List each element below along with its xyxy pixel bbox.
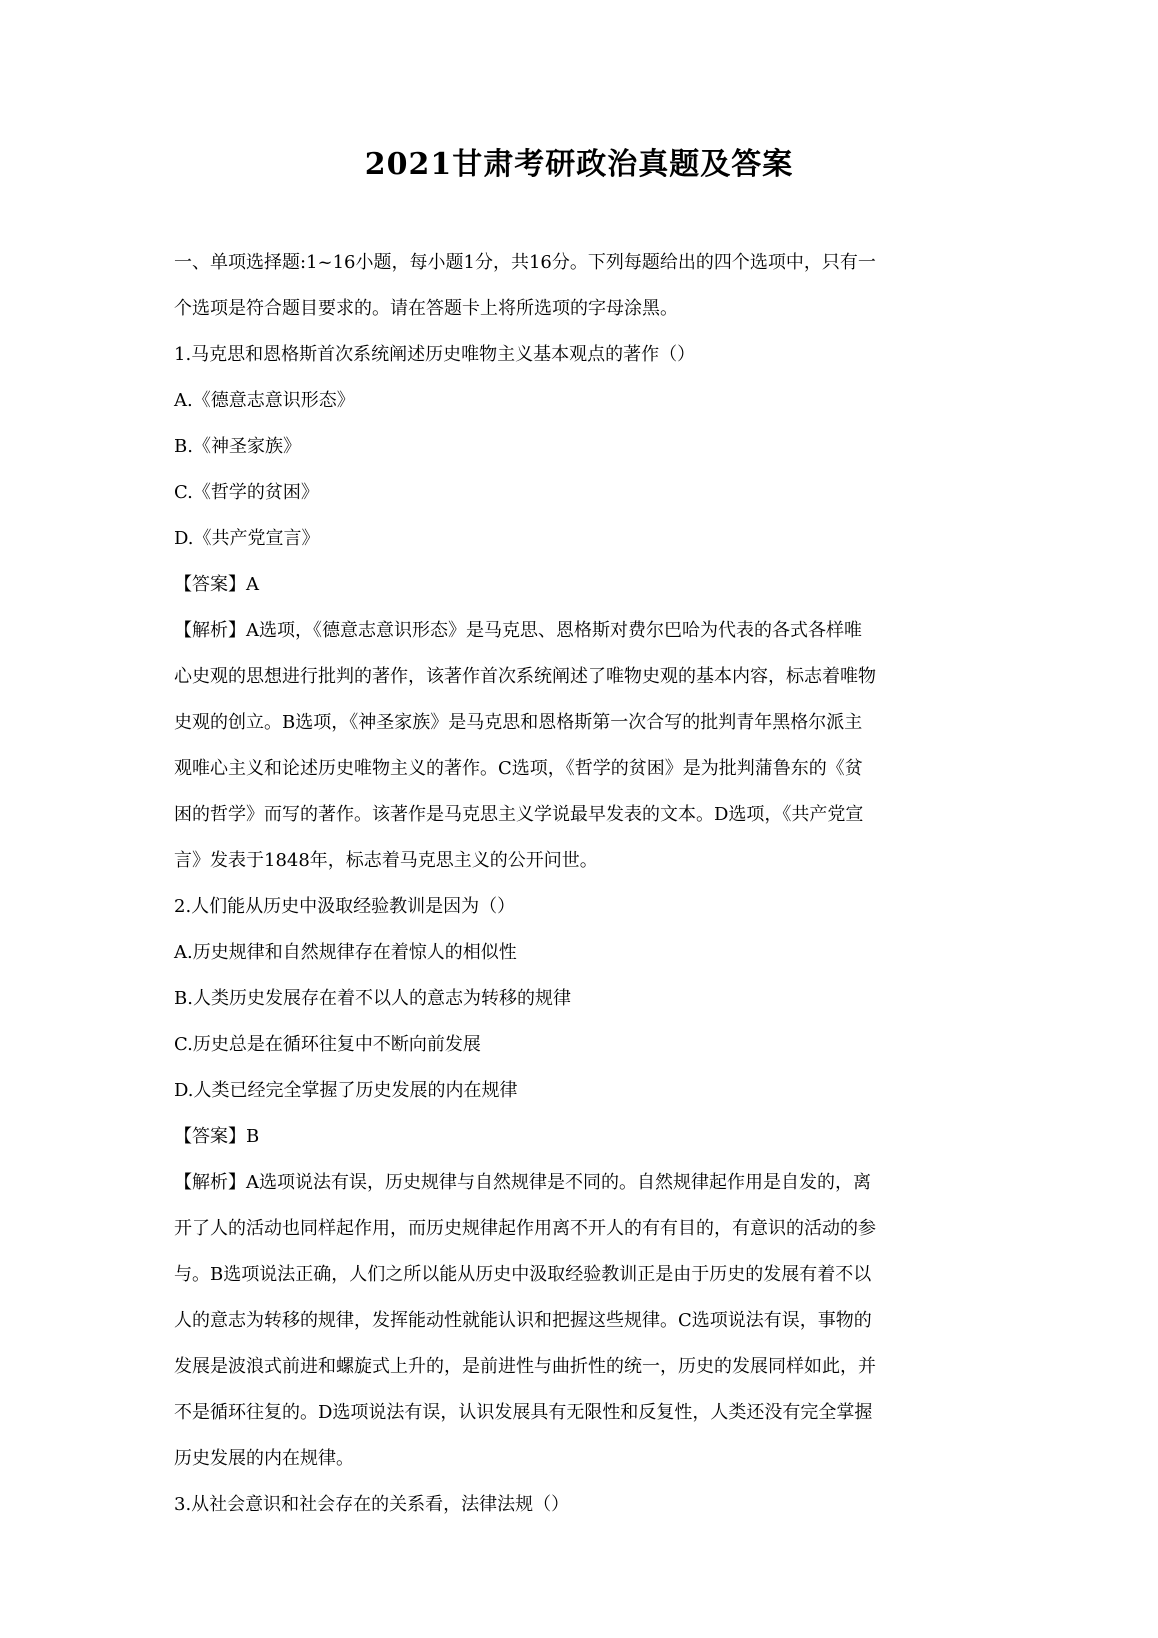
question-2-analysis-line-1: 【解析】A选项说法有误，历史规律与自然规律是不同的。自然规律起作用是自发的，离 bbox=[174, 1172, 871, 1193]
question-1-option-b: B.《神圣家族》 bbox=[174, 436, 301, 457]
question-1-option-c: C.《哲学的贫困》 bbox=[174, 482, 319, 503]
question-2-analysis-line-4: 人的意志为转移的规律，发挥能动性就能认识和把握这些规律。C选项说法有误，事物的 bbox=[174, 1310, 872, 1331]
question-2-answer: 【答案】B bbox=[174, 1126, 260, 1147]
question-1-option-d: D.《共产党宣言》 bbox=[174, 528, 320, 549]
section-intro-line-2: 个选项是符合题目要求的。请在答题卡上将所选项的字母涂黑。 bbox=[174, 298, 678, 319]
page-title: 2021甘肃考研政治真题及答案 bbox=[364, 147, 794, 182]
question-1-option-a: A.《德意志意识形态》 bbox=[174, 390, 355, 411]
question-2-analysis-line-2: 开了人的活动也同样起作用，而历史规律起作用离不开人的有有目的，有意识的活动的参 bbox=[174, 1218, 876, 1239]
question-1-analysis-line-2: 心史观的思想进行批判的著作，该著作首次系统阐述了唯物史观的基本内容，标志着唯物 bbox=[174, 666, 876, 687]
section-intro-line-1: 一、单项选择题:1~16小题，每小题1分，共16分。下列每题给出的四个选项中，只有一 bbox=[174, 252, 876, 273]
question-2: 2.人们能从历史中汲取经验教训是因为（） bbox=[174, 896, 516, 917]
question-2-option-a: A.历史规律和自然规律存在着惊人的相似性 bbox=[174, 942, 517, 963]
question-1: 1.马克思和恩格斯首次系统阐述历史唯物主义基本观点的著作（） bbox=[174, 344, 696, 365]
question-2-analysis-line-5: 发展是波浪式前进和螺旋式上升的，是前进性与曲折性的统一，历史的发展同样如此，并 bbox=[174, 1356, 876, 1377]
question-2-analysis-line-3: 与。B选项说法正确，人们之所以能从历史中汲取经验教训正是由于历史的发展有着不以 bbox=[174, 1264, 872, 1285]
question-1-analysis-line-1: 【解析】A选项，《德意志意识形态》是马克思、恩格斯对费尔巴哈为代表的各式各样唯 bbox=[174, 620, 862, 641]
question-2-analysis-line-7: 历史发展的内在规律。 bbox=[174, 1448, 354, 1469]
document-body bbox=[174, 240, 984, 1528]
question-1-analysis-line-3: 史观的创立。B选项，《神圣家族》是马克思和恩格斯第一次合写的批判青年黑格尔派主 bbox=[174, 712, 863, 733]
question-1-answer: 【答案】A bbox=[174, 574, 259, 595]
question-3: 3.从社会意识和社会存在的关系看，法律法规（） bbox=[174, 1494, 570, 1515]
question-2-option-d: D.人类已经完全掌握了历史发展的内在规律 bbox=[174, 1080, 518, 1101]
question-1-analysis-line-6: 言》发表于1848年，标志着马克思主义的公开问世。 bbox=[174, 850, 598, 871]
question-1-analysis-line-5: 困的哲学》而写的著作。该著作是马克思主义学说最早发表的文本。D选项，《共产党宣 bbox=[174, 804, 864, 825]
question-2-option-c: C.历史总是在循环往复中不断向前发展 bbox=[174, 1034, 481, 1055]
question-2-option-b: B.人类历史发展存在着不以人的意志为转移的规律 bbox=[174, 988, 571, 1009]
question-1-analysis-line-4: 观唯心主义和论述历史唯物主义的著作。C选项，《哲学的贫困》是为批判蒲鲁东的《贫 bbox=[174, 758, 863, 779]
question-2-analysis-line-6: 不是循环往复的。D选项说法有误，认识发展具有无限性和反复性，人类还没有完全掌握 bbox=[174, 1402, 873, 1423]
